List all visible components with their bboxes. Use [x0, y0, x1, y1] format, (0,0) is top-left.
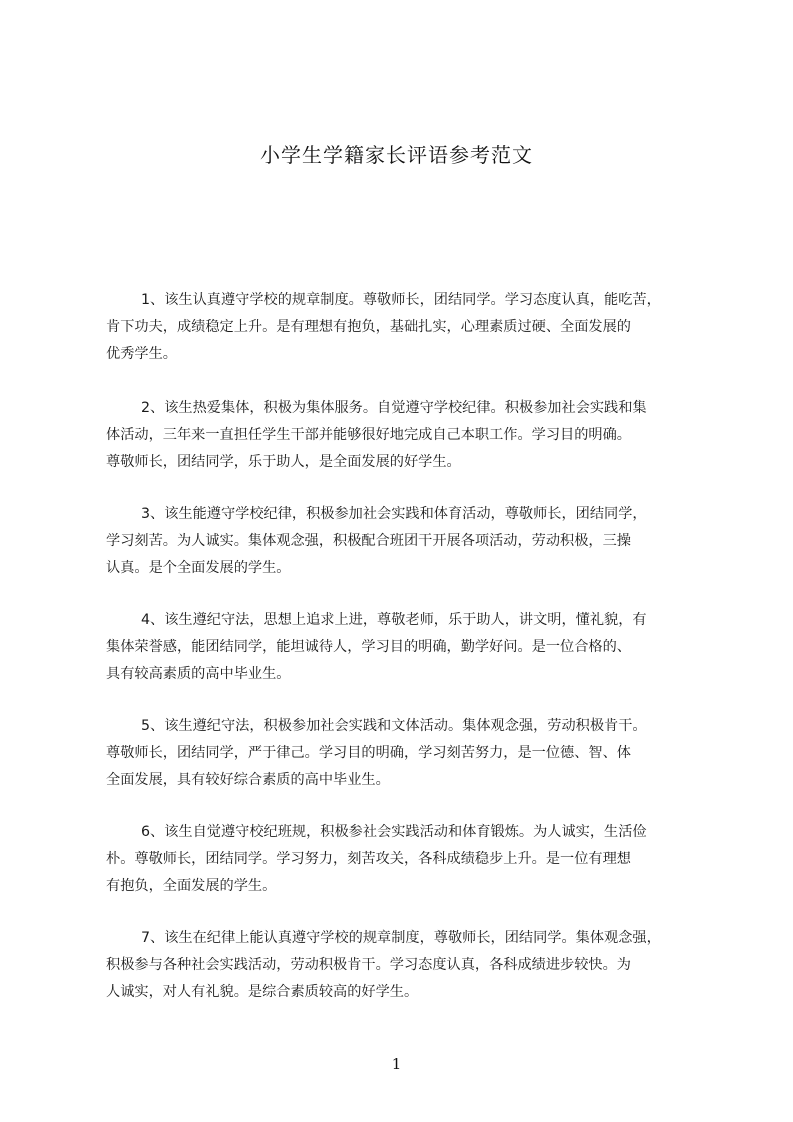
- paragraph-line: 7、该生在纪律上能认真遵守学校的规章制度，尊敬师长，团结同学。集体观念强，: [141, 930, 661, 946]
- paragraph-line: 尊敬师长，团结同学，乐于助人，是全面发展的好学生。: [106, 454, 461, 470]
- paragraph-5: [106, 713, 726, 794]
- paragraph-line: 5、该生遵纪守法，积极参加社会实践和文体活动。集体观念强，劳动积极肯干。: [141, 718, 647, 734]
- paragraph-line: 认真。是个全面发展的学生。: [106, 560, 291, 576]
- paragraph-1: [106, 287, 726, 368]
- paragraph-line: 体活动，三年来一直担任学生干部并能够很好地完成自己本职工作。学习目的明确。: [106, 427, 631, 443]
- paragraph-6: [106, 819, 726, 900]
- paragraph-line: 优秀学生。: [106, 346, 177, 362]
- paragraph-line: 具有较高素质的高中毕业生。: [106, 666, 291, 682]
- paragraph-line: 肯下功夫，成绩稳定上升。是有理想有抱负，基础扎实，心理素质过硬、全面发展的: [106, 319, 631, 335]
- paragraph-line: 全面发展，具有较好综合素质的高中毕业生。: [106, 772, 390, 788]
- paragraph-line: 学习刻苦。为人诚实。集体观念强，积极配合班团干开展各项活动，劳动积极，三操: [106, 533, 631, 549]
- paragraph-4: [106, 607, 726, 688]
- paragraph-2: [106, 395, 726, 476]
- paragraph-line: 2、该生热爱集体，积极为集体服务。自觉遵守学校纪律。积极参加社会实践和集: [141, 400, 647, 416]
- paragraph-line: 集体荣誉感，能团结同学，能坦诚待人，学习目的明确，勤学好问。是一位合格的、: [106, 639, 631, 655]
- paragraph-line: 尊敬师长，团结同学，严于律己。学习目的明确，学习刻苦努力，是一位德、智、体: [106, 745, 631, 761]
- paragraph-line: 6、该生自觉遵守校纪班规，积极参社会实践活动和体育锻炼。为人诚实，生活俭: [141, 824, 647, 840]
- paragraph-7: [106, 925, 726, 1006]
- document-title: 小学生学籍家长评语参考范文: [260, 143, 533, 167]
- paragraph-line: 有抱负，全面发展的学生。: [106, 878, 277, 894]
- paragraph-line: 人诚实，对人有礼貌。是综合素质较高的好学生。: [106, 984, 419, 1000]
- paragraph-3: [106, 501, 726, 582]
- paragraph-line: 3、该生能遵守学校纪律，积极参加社会实践和体育活动，尊敬师长，团结同学，: [141, 506, 647, 522]
- page-number: 1: [391, 1055, 402, 1073]
- paragraph-line: 1、该生认真遵守学校的规章制度。尊敬师长，团结同学。学习态度认真，能吃苦，: [141, 292, 661, 308]
- paragraph-line: 朴。尊敬师长，团结同学。学习努力，刻苦攻关，各科成绩稳步上升。是一位有理想: [106, 851, 631, 867]
- paragraph-line: 4、该生遵纪守法，思想上追求上进，尊敬老师，乐于助人，讲文明，懂礼貌，有: [141, 612, 647, 628]
- paragraph-line: 积极参与各种社会实践活动，劳动积极肯干。学习态度认真，各科成绩进步较快。为: [106, 957, 631, 973]
